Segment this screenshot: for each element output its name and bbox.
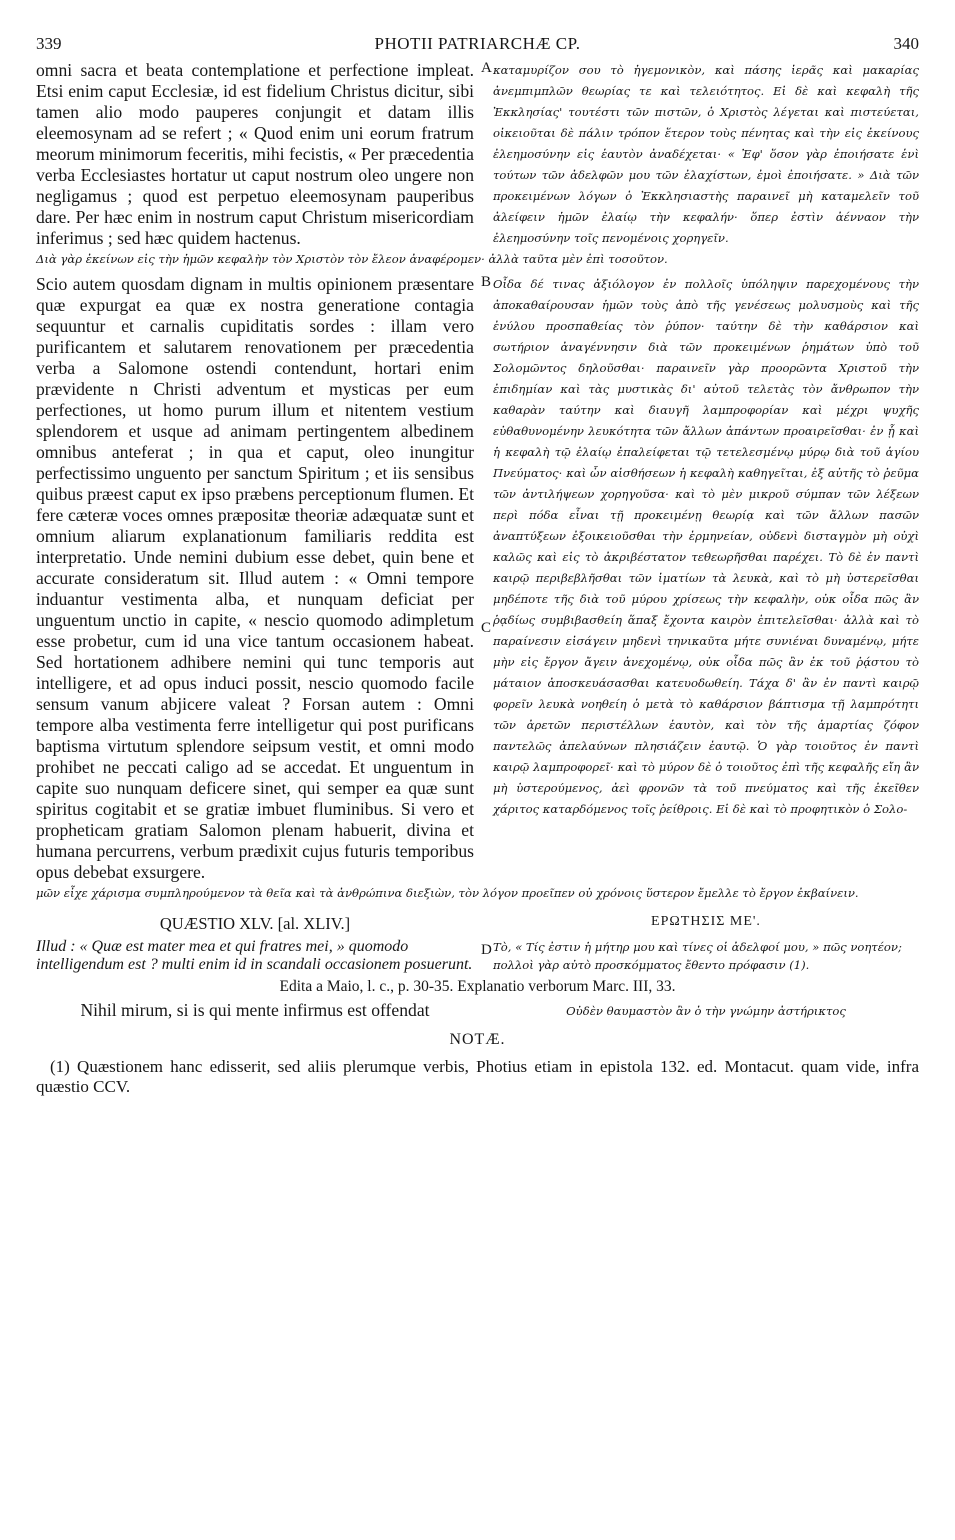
question-greek: Τὸ, « Τίς ἐστιν ἡ μήτηρ μου καὶ τίνες οἱ ἀδελφοί μου, » πῶς νοητέον; πολλοὶ γὰρ αὐτὸ προσκόμματος ἔθεντο πρόφασιν (1). xyxy=(493,940,902,972)
page-number-right: 340 xyxy=(893,34,919,53)
margin-marker-a: A xyxy=(481,60,492,76)
latin-column-a: omni sacra et beata contemplatione et perfectione impleat. Etsi enim caput Ecclesiæ, id est fidelium Christus dicitur, sibi tamen alio modo pauperes conjungit et datam illis eleemosynam ad se refert ; « Quod enim uni eorum fratrum meorum minimorum feceritis, mihi fecistis, « Per præcedentia verba Ecclesiastes hortatur ut caput nostrum oleo ungere non negligamus ; quod est perpetuo eleemosynam pauperibus dare. Per hæc enim in nostrum caput Christum misericordiam inferimus ; sed hæc quidem hactenus. xyxy=(36,60,474,248)
footnote-1: (1) Quæstionem hanc edisserit, sed aliis plerumque verbis, Photius etiam in epistola 132. ed. Montacut. quam vide, infra quæstio CCV. xyxy=(36,1057,919,1096)
incipit-greek: Οὐδὲν θαυμαστὸν ἂν ὁ τὴν γνώμην ἀστήρικτος xyxy=(566,1004,846,1018)
margin-marker-b: B xyxy=(481,274,492,290)
question-latin: Illud : « Quæ est mater mea et qui fratres mei, » quomodo intelligendum est ? multi enim id in scandali occasionem posuerunt. xyxy=(36,938,473,973)
document-page xyxy=(36,34,919,1097)
greek-column-bcd: Οἶδα δέ τινας ἀξιόλογον ἐν πολλοῖς ὑπόληψιν παρεχομένους τὴν ἀποκαθαίρουσαν ἡμῶν τοὺς ἀπὸ τῆς γενέσεως μολυσμοὺς καὶ τῆς ἐνύλου προσπαθείας τὸν ῥύπον· ταύτην δὲ τὴν καθάρσιον καὶ σωτήριον ἀναγέννησιν διὰ τῶν προκειμένων ῥημάτων ὑπὸ τοῦ Σολομῶντος δηλοῦσθαι· παραινεῖν γὰρ προορῶντα Χριστοῦ τὴν ἐπιδημίαν καὶ τὰς μυστικὰς δι' αὐτοῦ τελετὰς τὸν ἄνθρωπον τὴν καθαρὰν ταύτην καὶ διαυγῆ λαμπροφορίαν καὶ μέχρι ψυχῆς εὐθαθυνομένην λευκότητα τῶν ἄλλων ἁπάντων προαιρεῖσθαι· ἐν ᾗ καὶ ἡ κεφαλὴ τῷ ἐλαίῳ ἐπαλείφεται τῷ τετελεσμένῳ μύρῳ διὰ τοῦ ἁγίου Πνεύματος· καὶ ὧν αἰσθήσεων ἡ κεφαλὴ καθηγεῖται, ἐξ αὐτῆς τὸ ῥεῦμα τῶν ἀντιλήψεων χορηγοῦσα· καὶ τὸ μὲν μικροῦ σύμπαν τῶν λέξεων περὶ πόδα εἶναι τῇ προκειμένῃ θεωρίᾳ καὶ τῶν ἄλλων πασῶν ἀναπτύξεων ἐξοικειοῦσθαι τὴν ἑρμηνείαν, οὐδενὶ δισταγμὸν μὴ οὐχὶ καλῶς καὶ εἰς τὸ ἀκριβέστατον τεθεωρῆσθαι παρέχει. Τὸ δὲ ἐν παντὶ καιρῷ περιβεβλῆσθαι τῶν ἱματίων τὰ λευκὰ, καὶ τὸ μὴ ὑστερεῖσθαι μηδέποτε τῆς διὰ τοῦ μύρου χρίσεως τὴν κεφαλὴν, οὐκ οἶδα πῶς ἂν ῥᾳδίως συμβιβασθείη ἅπαξ ἔχοντα καιρὸν ἐπιτελεῖσθαι· ἀλλὰ καὶ τὸ παραίνεσιν εἰσάγειν μηδενὶ τηνικαῦτα μήτε συνιέναι δυναμένῳ, μήτε μὴν εἰς ἔργον ἄγειν ἀνεχομένῳ, οὐκ οἶδα πῶς ἂν ἐκ τοῦ ῥᾴστου τὸ μάταιον ἀποσκευάσασθαι κατευοδωθείη. Τάχα δ' ἂν ἐν παντὶ καιρῷ φορεῖν λευκὰ νοηθείη ὁ μετὰ τὸ καθάρσιον βάπτισμα τῇ λαμπρότητι τῶν ἀρετῶν περιστέλλων ἑαυτὸν, καὶ τὸν τῆς ἁμαρτίας ζόφον παντελῶς ἀπελαύνων πλησιάζειν ἑαυτῷ. Ὁ γὰρ τοιοῦτος ἐν παντὶ καιρῷ λαμπροφορεῖ· καὶ τὸ μύρον δὲ ὁ τοιοῦτος ἐπὶ τῆς κεφαλῆς εἴη ἂν μὴ ὑστερούμενος, ἀεὶ φρονῶν τὰ τοῦ πνεύματος καὶ τῆς ἐκεῖθεν χάριτος καταρδόμενος τοῖς ῥείθροις. Εἰ δὲ καὶ τὸ προφητικὸν ὁ Σολο- xyxy=(493,277,919,816)
incipit-latin: Nihil mirum, si is qui mente infirmus est offendat xyxy=(80,1000,430,1020)
greek-span-bcd: μῶν εἶχε χάρισμα συμπληρούμενον τὰ θεῖα καὶ τὰ ἀνθρώπινα διεξιὼν, τὸν λόγον προεῖπεν οὐ χρόνοις ὕστερον ἔμελλε τὸ ἔργον ἐκβαίνειν. xyxy=(36,886,859,900)
page-header xyxy=(36,34,919,60)
greek-span-a: Διὰ γὰρ ἐκείνων εἰς τὴν ἡμῶν κεφαλὴν τὸν Χριστὸν τὸν ἔλεον ἀναφέρομεν· ἀλλὰ ταῦτα μὲν ἐπὶ τοσοῦτον. xyxy=(36,252,668,266)
running-title: PHOTII PATRIARCHÆ CP. xyxy=(374,34,581,53)
latin-column-bcd: Scio autem quosdam dignam in multis opinionem præsentare quæ expurgat ea quæ ex nostra generatione contagia sequuntur et carnalis cupiditatis sordes : illam vero purificantem et salutarem renovationem per præcedentia verba a Salomone ostendi contendunt, hortari enim prævidente n Christi adventum et mysticas per eum perfectiones, ut homo purum illum et nitentem vestium splendorem et usque ad animam pertingentem albedinem omnibus anteferat ; in qua et caput, oleo inungitur perfectissimo unguento per sanctum Spiritum ; et iis sensibus quibus præest caput ex ipso præbens perceptionum flumen. Et fere cæteræ voces omnes præpositæ theoriæ adæquatæ sunt et omnium aliarum explanationum familiaris reddita est interpretatio. Unde nemini dubium esse debet, quin bene et accurate consideratum sit. Illud autem : « Omni tempore induantur vestimenta alba, et nunquam deficiat per unguentum unctio in capite, « nescio quomodo adimpletum esse probetur, cum id una vice tantum occasionem habeat. Sed hortationem adhibere nemini qui tunc temporis aut intelligere, et ad opus induci possit, nescio quomodo facile sensum vanum abjicere valeat ? Forsan autem : Omni tempore alba vestimenta ferre intelligetur qui post purificans baptisma virtutum splendore seipsum vestit, et omni modo prohibet ne peccati caligo ad se accedat. Et unguentum in capite suo nunquam deficere sinet, qui semper ea quæ sunt spiritus cogitabit et se gratiæ imbuet fluminibus. Si vero et propheticam gratiam Salomon plenam habuerit, divina et humana percurrens, verbum prædixit cujus futuris temporibus opus debebat exsurgere. xyxy=(36,274,474,882)
edition-note: Edita a Maio, l. c., p. 30-35. Explanatio verborum Marc. III, 33. xyxy=(279,978,676,995)
notes-heading: NOTÆ. xyxy=(449,1031,506,1048)
margin-marker-d: D xyxy=(481,942,492,958)
page-number-left: 339 xyxy=(36,34,62,53)
margin-marker-c: C xyxy=(481,620,492,636)
question-heading-latin: QUÆSTIO XLV. [al. XLIV.] xyxy=(159,914,351,933)
greek-column-a: καταμυρίζον σου τὸ ἡγεμονικὸν, καὶ πάσης ἱερᾶς καὶ μακαρίας ἀνεμπιμπλῶν θεωρίας τε καὶ τελειότητος. Εἰ δὲ καὶ κεφαλὴ τῆς Ἐκκλησίας' τουτέστι τῶν πιστῶν, ὁ Χριστὸς λέγεται καὶ πιστεύεται, οἰκειοῦται δὲ πάλιν τρόπον ἕτερον τοὺς πένητας καὶ τὴν εἰς ἐκείνους ἐλεημοσύνην εἰς ἑαυτὸν ἀναδέχεται· « Ἐφ' ὅσον γὰρ ἐποιήσατε ἑνὶ τούτων τῶν ἀδελφῶν μου τῶν ἐλαχίστων, ἐμοὶ ἐποιήσατε. » Διὰ τῶν προκειμένων λόγων ὁ Ἐκκλησιαστὴς παραινεῖ μὴ καταμελεῖν τοῦ ἀλείφειν ἡμῶν ἐλαίῳ τὴν κεφαλήν· ὅπερ ἐστὶν ἀένναον τὴν ἐλεημοσύνην τοῖς πενομένοις χορηγεῖν. xyxy=(493,63,919,245)
question-heading xyxy=(36,914,919,934)
incipit xyxy=(36,1000,919,1021)
section-a xyxy=(36,60,919,249)
question-text xyxy=(36,938,919,974)
question-heading-greek: ΕΡΩΤΗΣΙΣ ΜΕ'. xyxy=(651,914,761,929)
